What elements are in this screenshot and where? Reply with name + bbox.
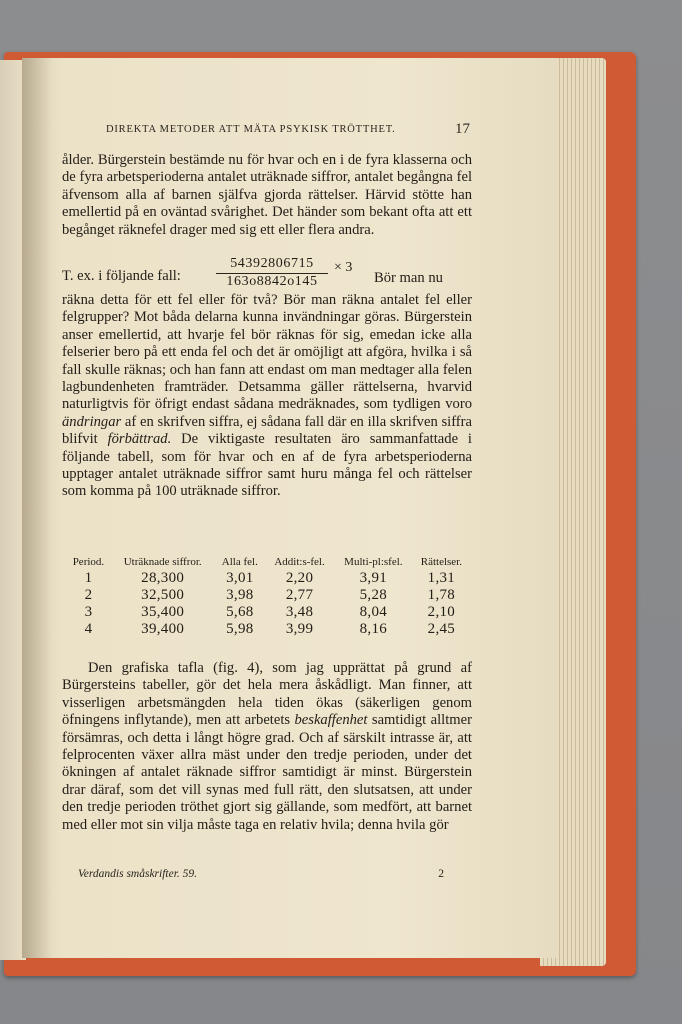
results-table: [66, 556, 470, 638]
table-cell: 2: [84, 587, 93, 603]
table-cell: 3,48: [285, 604, 314, 620]
series-signature: Verdandis småskrifter. 59.: [78, 868, 198, 880]
table-header-row: [66, 556, 470, 570]
table-cell: 28,300: [141, 570, 185, 586]
paragraph-3-part-2: samtidigt alltmer försämras, och detta i långt högre grad. Och af särskilt intrasse är, att felprocenten växer allra mäst under den tredje perioden, under det ökningen af antalet räknade siffror samtidigt är minst. Bürgerstein drar däraf, som det vill synas med full rätt, den slutsatsen, att under den tredje perioden tröthet gjort sig gällande, som medfört, att barnet med eller mot sin vilja måste taga en relativ hvila; denna hvila gör: [62, 712, 472, 833]
table-cell: 5,98: [226, 621, 254, 637]
table-cell: 39,400: [141, 621, 185, 637]
table-cell: 3: [84, 604, 93, 620]
table-cell: 1,31: [427, 570, 456, 586]
formula-lead: T. ex. i följande fall:: [62, 268, 181, 284]
table-cell: 2,20: [285, 570, 314, 586]
formula-denominator: 163o8842o145: [226, 274, 318, 289]
column-header: Alla fel.: [221, 556, 258, 568]
paragraph-1: [62, 152, 472, 239]
running-head: [84, 122, 470, 142]
table-row: [66, 604, 470, 621]
table-row: [66, 621, 470, 638]
formula-trailing: Bör man nu: [374, 270, 443, 286]
table-cell: 3,01: [226, 570, 254, 586]
table-cell: 4: [84, 621, 93, 637]
table-cell: 2,45: [427, 621, 456, 637]
paragraph-2: [62, 292, 472, 501]
paragraph-2-part-3: De viktigaste resultaten äro sammanfattade i följande tabell, som för hvar och en af de fyra arbetsperioderna upptager antalet uträknade siffror samt huru många fel och rättelser som komma på 100 uträknade siffror.: [62, 431, 472, 500]
column-header: Multi-pl:sfel.: [344, 556, 403, 568]
paragraph-2-part-1: räkna detta för ett fel eller för två? Bör man räkna antalet fel eller felgrupper? Mot båda delarna kunna invändningar göras. Bürgerstein anser emellertid, att hvarje fel bör räknas för sig, emedan icke alla felserier bero på ett enda fel och det är omöjligt att afgöra, hvilka i så fall skulle räknas; och han fann att endast om man medtager alla felen lagbundenheten framträder. Detsamma gäller rättelserna, hvarvid naturligtvis för öfrigt endast sådana medräknades, som tydligen voro: [62, 292, 472, 413]
emphasis-beskaffenhet: beskaffenhet: [294, 712, 368, 729]
table-cell: 5,28: [359, 587, 388, 603]
table-row: [66, 570, 470, 587]
page-number: 17: [455, 121, 470, 137]
formula-multiplier: × 3: [334, 260, 353, 275]
paragraph-3-text: [62, 660, 472, 834]
table-cell: 3,98: [226, 587, 254, 603]
column-header: Period.: [72, 556, 105, 568]
sheet-mark: 2: [438, 868, 444, 880]
table-cell: 1: [84, 570, 93, 586]
running-title: DIREKTA METODER ATT MÄTA PSYKISK TRÖTTHET.: [106, 124, 396, 135]
paragraph-3-part-1: Den grafiska tafla (fig. 4), som jag upprättat på grund af Bürgersteins tabeller, gör det hela mera åskådligt. Man finner, att visserligen arbetsmängden hela tiden ökas (säkerligen genom öfningens inflytande), men att arbetets: [62, 660, 472, 729]
table-cell: 2,77: [285, 587, 314, 603]
table-cell: 2,10: [427, 604, 456, 620]
table-cell: 3,91: [359, 570, 388, 586]
table-cell: 1,78: [427, 587, 456, 603]
paragraph-3: [62, 660, 472, 834]
formula-fraction: [216, 256, 328, 290]
paragraph-2-part-2: af en skrifven siffra, ej sådana fall där en illa skrifven siffra blifvit: [62, 413, 472, 448]
column-header: Addit:s-fel.: [274, 556, 325, 568]
table-cell: 8,16: [359, 621, 388, 637]
paragraph-2-text: [62, 292, 472, 501]
emphasis-forbattrad: förbättrad.: [107, 431, 172, 448]
table-cell: 35,400: [141, 604, 185, 620]
page-footer: [78, 868, 452, 886]
column-header: Uträknade siffror.: [123, 556, 202, 568]
table-cell: 32,500: [141, 587, 185, 603]
table-cell: 3,99: [285, 621, 314, 637]
table-row: [66, 587, 470, 604]
formula-row: [62, 256, 472, 296]
table-cell: 8,04: [359, 604, 388, 620]
formula-numerator: 54392806715: [216, 256, 328, 274]
page-gutter-shadow: [22, 58, 52, 958]
column-header: Rättelser.: [420, 556, 462, 568]
table-cell: 5,68: [226, 604, 254, 620]
paragraph-1-text: ålder. Bürgerstein bestämde nu för hvar och en i de fyra klasserna och de fyra arbetsperioderna antalet uträknade siffror, antalet begångna fel äfvensom alla af barnen själfva gjorda rättelser. Härvid stötte han emellertid på en oväntad svårighet. Det händer som bekant ofta att ett begånget räknefel drager med sig ett eller flera andra.: [62, 152, 472, 238]
emphasis-andringar: ändringar: [62, 413, 122, 430]
